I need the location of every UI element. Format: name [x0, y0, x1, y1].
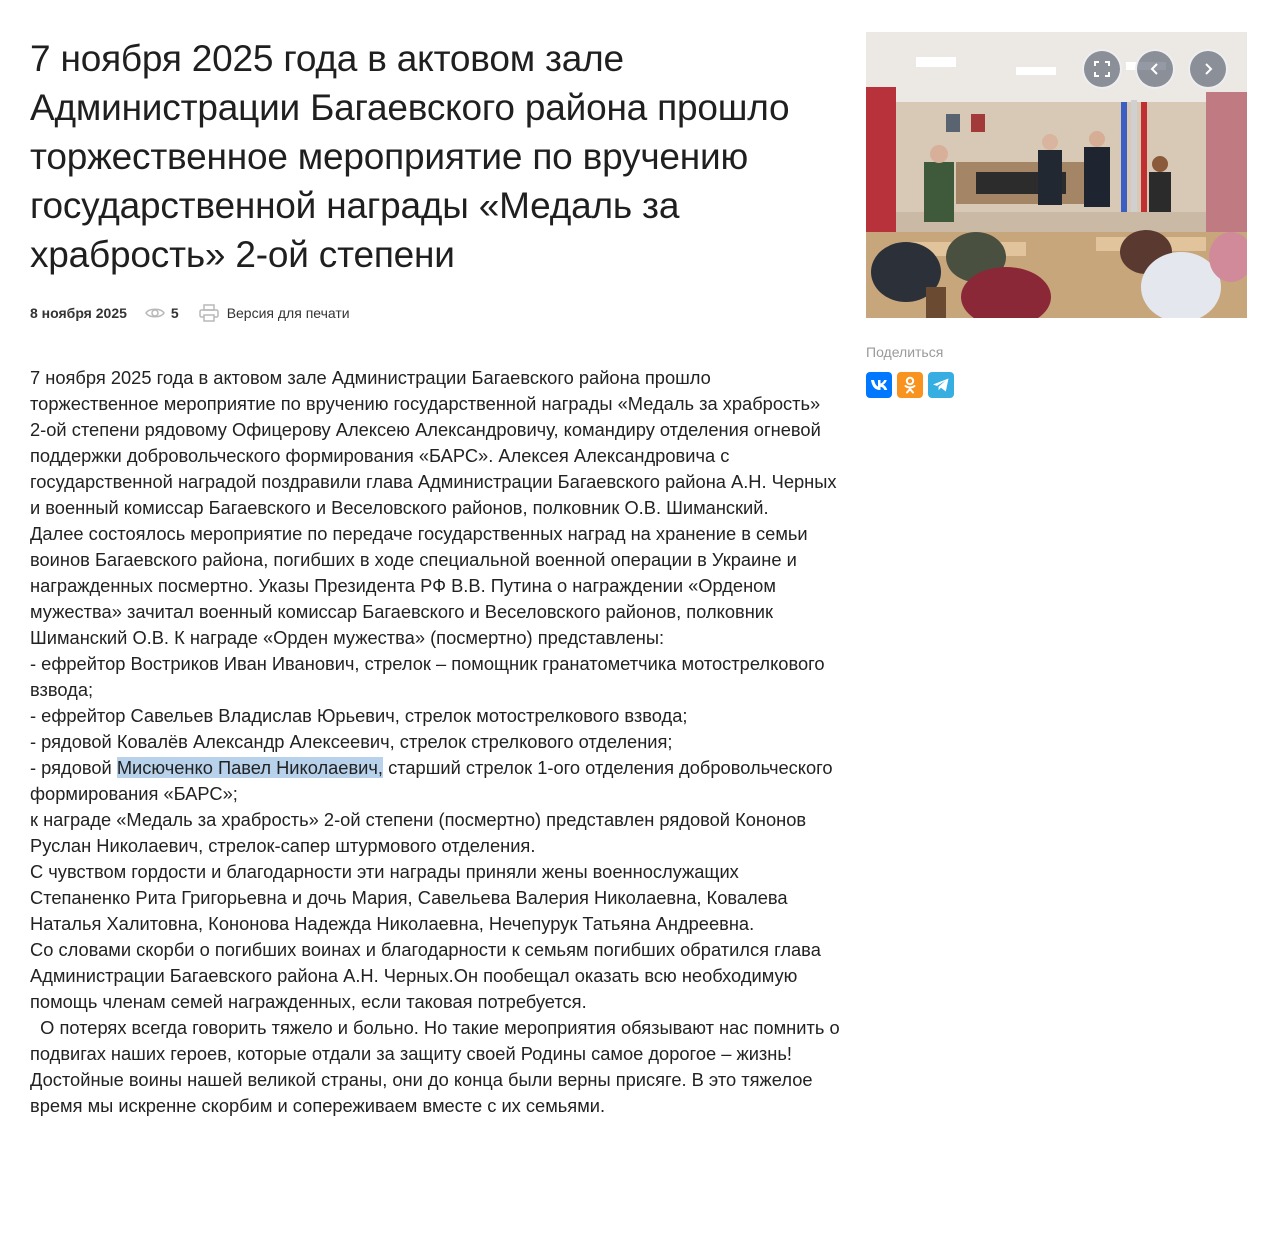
list-item: - рядовой Ковалёв Александр Алексеевич, стрелок стрелкового отделения;	[30, 731, 673, 752]
paragraph: Далее состоялось мероприятие по передаче государственных наград на хранение в семьи воинов Багаевского района, погибших в ходе специальной военной операции в Украине и награжденных посмертно. Указы Президента РФ В.В. Путина о награждении «Орденом мужества» зачитал военный комиссар Багаевского и Веселовского районов, полковник Шиманский О.В. К награде «Орден мужества» (посмертно) представлены:	[30, 523, 813, 648]
publish-date: 8 ноября 2025	[30, 305, 127, 321]
vk-icon	[870, 379, 888, 391]
share-ok-button[interactable]	[897, 372, 923, 398]
list-item: - ефрейтор Востриков Иван Иванович, стрелок – помощник гранатометчика мотострелкового взвода;	[30, 653, 830, 700]
views-counter	[145, 305, 179, 321]
article-body	[30, 365, 845, 1119]
paragraph: Со словами скорби о погибших воинах и благодарности к семьям погибших обратился глава Администрации Багаевского района А.Н. Черных.Он пообещал оказать всю необходимую помощь членам семей награжденных, если таковая потребуется.	[30, 939, 826, 1012]
paragraph: О потерях всегда говорить тяжело и больно. Но такие мероприятия обязывают нас помнить о подвигах наших героев, которые отдали за защиту своей Родины самое дорогое – жизнь! Достойные воины нашей великой страны, они до конца были верны присяге. В это тяжелое время мы искренне скорбим и сопереживаем вместе с их семьями.	[30, 1017, 845, 1116]
share-buttons	[866, 372, 1247, 398]
eye-icon	[145, 306, 165, 320]
print-version-label: Версия для печати	[226, 305, 350, 321]
paragraph: 7 ноября 2025 года в актовом зале Администрации Багаевского района прошло торжественное мероприятие по вручению государственной награды «Медаль за храбрость» 2-ой степени рядовому Офицерову Алексею Александровичу, командиру отделения огневой поддержки добровольческого формирования «БАРС». Алексея Александровича с государственной наградой поздравили глава Администрации Багаевского района А.Н. Черных и военный комиссар Багаевского и Веселовского районов, полковник О.В. Шиманский.	[30, 367, 842, 518]
page-title: 7 ноября 2025 года в актовом зале Администрации Багаевского района прошло торжественное мероприятие по вручению государственной награды «Медаль за храбрость» 2-ой степени	[30, 38, 790, 275]
paragraph: к награде «Медаль за храбрость» 2-ой степени (посмертно) представлен рядовой Кононов Руслан Николаевич, стрелок-сапер штурмового отделения.	[30, 809, 812, 856]
photo-gallery[interactable]	[866, 32, 1247, 318]
share-label: Поделиться	[866, 344, 944, 360]
list-item-prefix: - рядовой	[30, 757, 117, 778]
chevron-left-icon	[1148, 62, 1162, 76]
telegram-icon	[932, 377, 950, 393]
share-telegram-button[interactable]	[928, 372, 954, 398]
sidebar	[866, 32, 1247, 398]
printer-icon	[199, 304, 219, 322]
share-vk-button[interactable]	[866, 372, 892, 398]
list-item: - ефрейтор Савельев Владислав Юрьевич, стрелок мотострелкового взвода;	[30, 705, 688, 726]
print-version-link[interactable]	[199, 304, 350, 322]
fullscreen-button[interactable]	[1082, 49, 1122, 89]
expand-icon	[1093, 60, 1111, 78]
article-meta	[30, 303, 840, 323]
odnoklassniki-icon	[903, 376, 917, 394]
next-photo-button[interactable]	[1188, 49, 1228, 89]
chevron-right-icon	[1201, 62, 1215, 76]
list-item	[30, 755, 840, 807]
paragraph: С чувством гордости и благодарности эти награды приняли жены военнослужащих Степаненко Рита Григорьевна и дочь Мария, Савельева Валерия Николаевна, Ковалева Наталья Халитовна, Кононова Надежда Николаевна, Нечепурук Татьяна Андреевна.	[30, 861, 793, 934]
list-item-suffix: старший стрелок 1-ого отделения добровольческого формирования «БАРС»;	[30, 757, 838, 804]
prev-photo-button[interactable]	[1135, 49, 1175, 89]
views-count: 5	[170, 305, 179, 321]
article	[30, 34, 845, 1119]
selected-text[interactable]: Мисюченко Павел Николаевич,	[116, 757, 383, 778]
